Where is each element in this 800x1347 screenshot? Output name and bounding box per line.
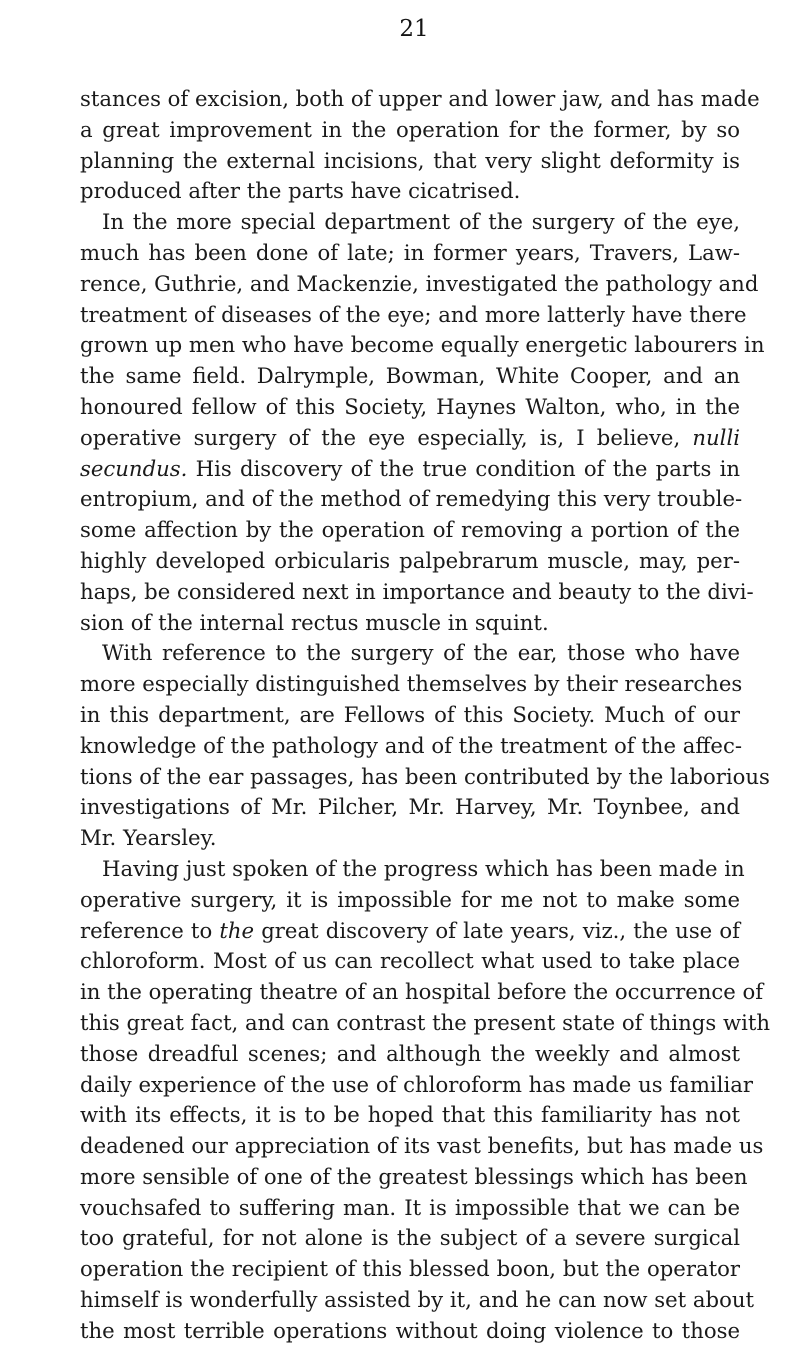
text-line: himself is wonderfully assisted by it, and he can now set about bbox=[80, 1287, 754, 1313]
text-line: the most terrible operations without doing violence to those bbox=[80, 1317, 740, 1343]
text-line: vouchsafed to suffering man. It is impossible that we can be bbox=[80, 1194, 740, 1220]
text-line: haps, be considered next in importance and beauty to the divi- bbox=[80, 578, 754, 604]
text-line: produced after the parts have cicatrised. bbox=[80, 178, 521, 204]
paragraph-start-line: In the more special department of the surgery of the eye, bbox=[102, 209, 740, 235]
text-line: chloroform. Most of us can recollect what used to take place bbox=[80, 948, 740, 974]
text-line: grown up men who have become equally energetic labourers in bbox=[80, 332, 765, 358]
text-line: more sensible of one of the greatest blessings which has been bbox=[80, 1163, 748, 1189]
text-line: this great fact, and can contrast the present state of things with bbox=[80, 1009, 771, 1035]
paragraph-start-line: With reference to the surgery of the ear, those who have bbox=[102, 640, 740, 666]
italic-phrase: nulli bbox=[692, 424, 740, 450]
text-line bbox=[80, 423, 740, 454]
text-line: rence, Guthrie, and Mackenzie, investigated the pathology and bbox=[80, 270, 759, 296]
text-line: in this department, are Fellows of this Society. Much of our bbox=[80, 701, 740, 727]
italic-phrase: secundus. bbox=[80, 455, 188, 481]
text-line: Mr. Yearsley. bbox=[80, 825, 217, 851]
text-line: sion of the internal rectus muscle in squint. bbox=[80, 609, 549, 635]
text-segment: His discovery of the true condition of the parts in bbox=[187, 455, 740, 481]
text-line: operative surgery, it is impossible for me not to make some bbox=[80, 886, 740, 912]
text-line: investigations of Mr. Pilcher, Mr. Harvey, Mr. Toynbee, and bbox=[80, 794, 740, 820]
text-line: a great improvement in the operation for the former, by so bbox=[80, 116, 740, 142]
paragraph-start-line: Having just spoken of the progress which has been made in bbox=[102, 855, 745, 881]
text-line: planning the external incisions, that very slight deformity is bbox=[80, 147, 740, 173]
italic-phrase: the bbox=[219, 917, 255, 943]
body-text bbox=[80, 84, 771, 1347]
text-line: stances of excision, both of upper and lower jaw, and has made bbox=[80, 86, 760, 111]
text-segment: reference to bbox=[80, 917, 220, 943]
text-segment: great discovery of late years, viz., the use of bbox=[254, 917, 740, 943]
text-line: treatment of diseases of the eye; and more latterly have there bbox=[80, 301, 747, 327]
text-line: daily experience of the use of chloroform has made us familiar bbox=[80, 1071, 753, 1097]
text-line: those dreadful scenes; and although the weekly and almost bbox=[80, 1040, 740, 1066]
text-line: too grateful, for not alone is the subject of a severe surgical bbox=[80, 1225, 740, 1251]
text-line: in the operating theatre of an hospital before the occurrence of bbox=[80, 979, 764, 1005]
text-segment: operative surgery of the eye especially, is, I believe, bbox=[80, 424, 681, 450]
text-line: the same field. Dalrymple, Bowman, White Cooper, and an bbox=[80, 363, 740, 389]
text-line bbox=[80, 916, 740, 947]
text-line: highly developed orbicularis palpebrarum muscle, may, per- bbox=[80, 547, 740, 573]
text-line: honoured fellow of this Society, Haynes Walton, who, in the bbox=[80, 393, 740, 419]
text-line: knowledge of the pathology and of the treatment of the affec- bbox=[80, 732, 742, 758]
text-line: operation the recipient of this blessed boon, but the operator bbox=[80, 1256, 740, 1282]
text-line: much has been done of late; in former years, Travers, Law- bbox=[80, 239, 740, 265]
text-line bbox=[80, 454, 740, 485]
text-line: tions of the ear passages, has been contributed by the laborious bbox=[80, 763, 770, 789]
text-line: with its effects, it is to be hoped that this familiarity has not bbox=[80, 1102, 740, 1128]
text-line: more especially distinguished themselves by their researches bbox=[80, 671, 743, 697]
page-number: 21 bbox=[399, 16, 429, 42]
text-line: some affection by the operation of removing a portion of the bbox=[80, 517, 740, 543]
text-line: entropium, and of the method of remedying this very trouble- bbox=[80, 486, 743, 512]
text-line: deadened our appreciation of its vast benefits, but has made us bbox=[80, 1133, 764, 1159]
